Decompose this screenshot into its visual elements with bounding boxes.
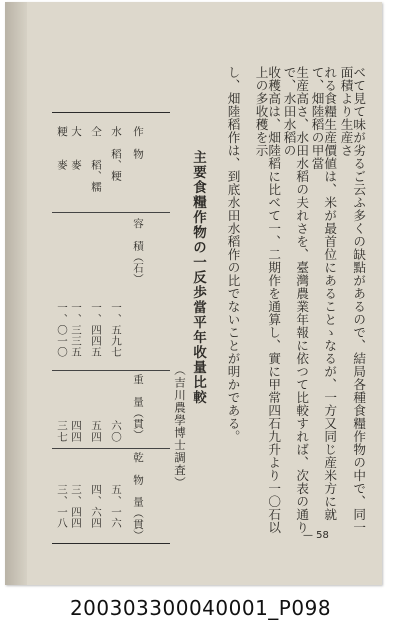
body-text-line-2: れる食糧生産價値は、米が最首位にあることゝなるが、一方又同じ産米方に就て、畑陸稻の甲當: [309, 66, 338, 521]
table-row-dry: 四、六四: [90, 484, 102, 529]
page-gutter: [5, 2, 27, 585]
book-page: [5, 2, 382, 585]
table-row-crop: 水 稻、粳: [110, 126, 122, 182]
table-row-dry: 三、一八: [56, 484, 68, 529]
table-title: 主要食糧作物の一反歩當平年收量比較: [190, 150, 206, 405]
table-row-volume: 一、四四五: [90, 302, 102, 358]
table-row-dry: 三、四四: [70, 484, 82, 529]
table-header-volume: 容 積（石）: [132, 218, 144, 285]
table-divider-line: [52, 448, 170, 449]
table-row-weight: 三七: [56, 420, 68, 443]
body-text-line-1: べて見て味が劣るご云ふ多くの缺點があるので、結局各種食糧作物の中で、同一面積より生産さ: [338, 66, 367, 534]
table-header-dry: 乾 物 量（貫）: [132, 452, 144, 541]
table-row-volume: 一、五九七: [110, 302, 122, 358]
table-header-crop: 作 物: [132, 126, 144, 160]
body-text-line-5: し、畑陸稻作は、到底水田水稻作の比でないことが明かである。: [225, 66, 241, 443]
body-text-line-3: 生産高さ、水田水稻の夫れさを、臺灣農業年報に依つて比較すれば、次表の通りで、水田水稻の: [281, 66, 310, 534]
table-divider-line: [52, 212, 170, 213]
table-row-crop: 大 麥: [70, 126, 82, 171]
table-subtitle: （吉川農學博士調査）: [173, 364, 187, 489]
table-divider-line: [52, 370, 170, 371]
table-row-weight: 六〇: [110, 420, 122, 443]
table-row-weight: 五四: [90, 420, 102, 443]
table-row-crop: 仝 稻、糯: [90, 126, 102, 193]
table-row-crop: 粳 麥: [56, 126, 68, 171]
page-number: — 58: [303, 530, 329, 541]
table-row-volume: 一、〇一〇: [56, 302, 68, 358]
table-row-dry: 五、一六: [110, 484, 122, 529]
scan-id-caption: 200303300040001_P098: [69, 596, 332, 620]
table-row-volume: 一、三三五: [70, 302, 82, 358]
table-header-weight: 重 量（貫）: [132, 374, 144, 441]
table-row-weight: 四四: [70, 420, 82, 443]
body-text-line-4: 收穫高は、畑陸稻に比べて一、二期作を通算し、實に甲常四石九升より一〇石以上の多收穫を示: [253, 66, 282, 534]
